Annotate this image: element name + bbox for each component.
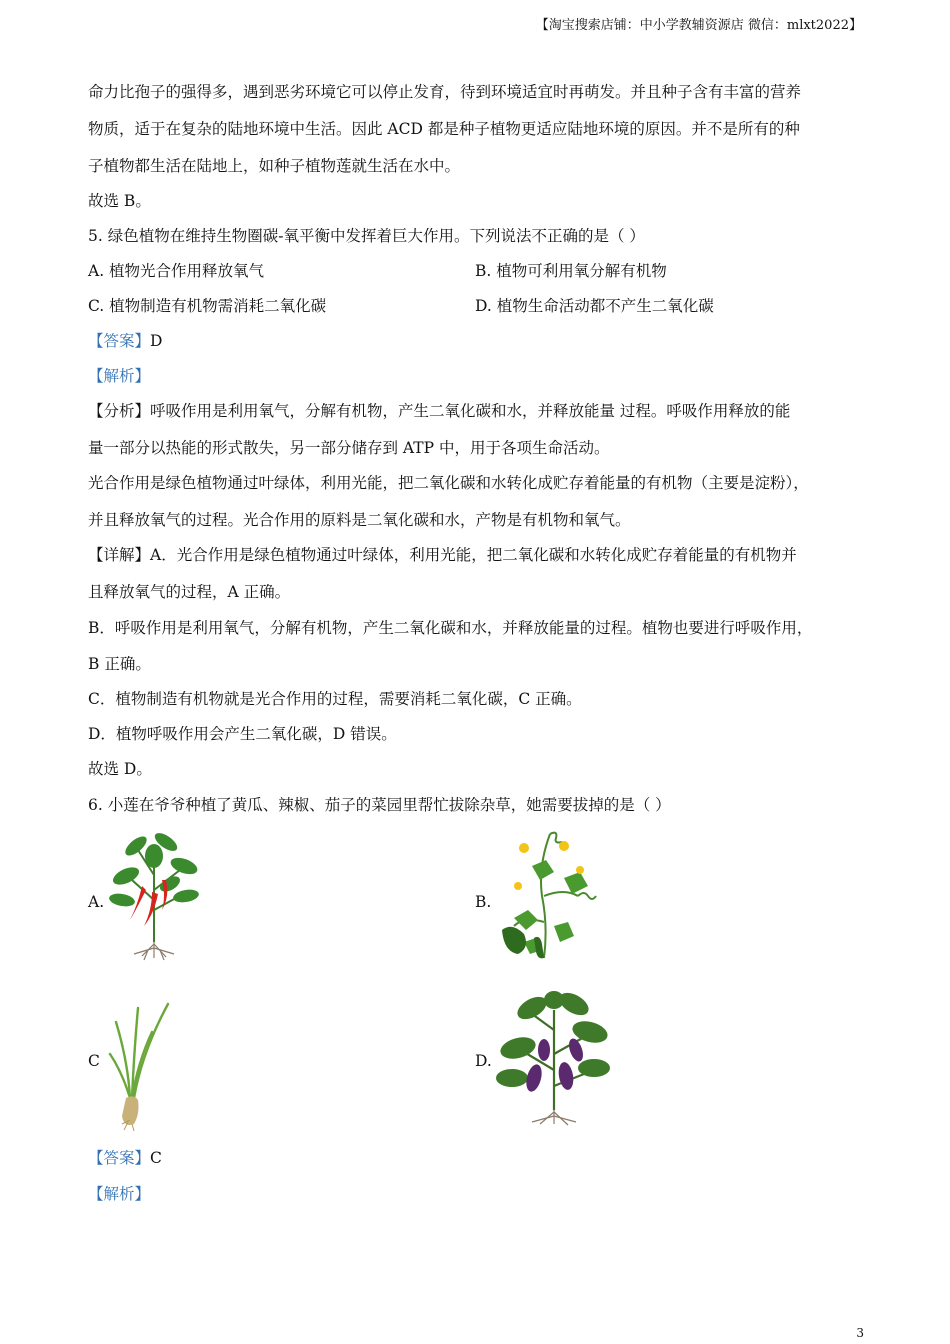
q5-detail-line-6: D．植物呼吸作用会产生二氧化碳，D 错误。 (88, 725, 397, 743)
intro-line-1: 命力比孢子的强得多，遇到恶劣环境它可以停止发育，待到环境适宜时再萌发。并且种子含有丰富的营养 (88, 83, 802, 101)
eggplant-plant-image (496, 990, 612, 1128)
q5-detail-line-4: B 正确。 (88, 655, 151, 673)
q6-answer-value: C (150, 1149, 162, 1167)
q5-option-d: D. 植物生命活动都不产生二氧化碳 (475, 297, 714, 315)
page-number: 3 (856, 1326, 864, 1340)
q6-answer (88, 1148, 162, 1168)
q6-option-b-label: B. (475, 893, 492, 911)
q5-analysis-line-2: 量一部分以热能的形式散失，另一部分储存到 ATP 中，用于各项生命活动。 (88, 439, 610, 457)
q6-answer-tag: 【答案】 (88, 1149, 151, 1167)
q5-analysis-tag: 【解析】 (88, 367, 151, 385)
weed-grass-image (108, 1002, 172, 1132)
q5-answer-tag: 【答案】 (88, 332, 151, 350)
q5-stem: 5. 绿色植物在维持生物圈碳-氧平衡中发挥着巨大作用。下列说法不正确的是（ ） (88, 227, 645, 245)
q5-answer (88, 331, 162, 351)
page-header: 【淘宝搜索店铺：中小学教辅资源店 微信：mlxt2022】 (535, 18, 862, 33)
intro-line-3: 子植物都生活在陆地上，如种子植物莲就生活在水中。 (88, 157, 461, 175)
q5-detail-line-1: 【详解】A．光合作用是绿色植物通过叶绿体，利用光能，把二氧化碳和水转化成贮存着能量的有机物并 (88, 546, 797, 564)
cucumber-plant-image (494, 826, 598, 962)
q6-analysis-tag: 【解析】 (88, 1185, 151, 1203)
q5-option-a: A. 植物光合作用释放氧气 (88, 262, 265, 280)
q6-option-c-label: C (88, 1052, 100, 1070)
q5-analysis-line-4: 并且释放氧气的过程。光合作用的原料是二氧化碳和水，产物是有机物和氧气。 (88, 511, 631, 529)
q6-option-d-label: D. (475, 1052, 492, 1070)
q5-answer-value: D (150, 332, 163, 350)
q5-option-b: B. 植物可利用氧分解有机物 (475, 262, 667, 280)
intro-conclusion: 故选 B。 (88, 192, 151, 210)
pepper-plant-image (104, 830, 204, 962)
q6-option-a-label: A. (88, 893, 105, 911)
intro-line-2: 物质，适于在复杂的陆地环境中生活。因此 ACD 都是种子植物更适应陆地环境的原因。并不是所有的种 (88, 120, 800, 138)
q5-detail-line-3: B．呼吸作用是利用氧气，分解有机物，产生二氧化碳和水，并释放能量的过程。植物也要进行呼吸作用， (88, 619, 813, 637)
q5-detail-line-2: 且释放氧气的过程，A 正确。 (88, 583, 291, 601)
q5-detail-line-5: C．植物制造有机物就是光合作用的过程，需要消耗二氧化碳，C 正确。 (88, 690, 582, 708)
q5-option-c: C. 植物制造有机物需消耗二氧化碳 (88, 297, 327, 315)
q5-conclusion: 故选 D。 (88, 760, 152, 778)
q5-analysis-line-3: 光合作用是绿色植物通过叶绿体，利用光能，把二氧化碳和水转化成贮存着能量的有机物（主要是淀粉）， (88, 474, 809, 492)
q6-stem: 6. 小莲在爷爷种植了黄瓜、辣椒、茄子的菜园里帮忙拔除杂草，她需要拔掉的是（ ） (88, 796, 671, 814)
q5-analysis-line-1: 【分析】呼吸作用是利用氧气，分解有机物，产生二氧化碳和水，并释放能量 过程。呼吸作用释放的能 (88, 402, 791, 420)
